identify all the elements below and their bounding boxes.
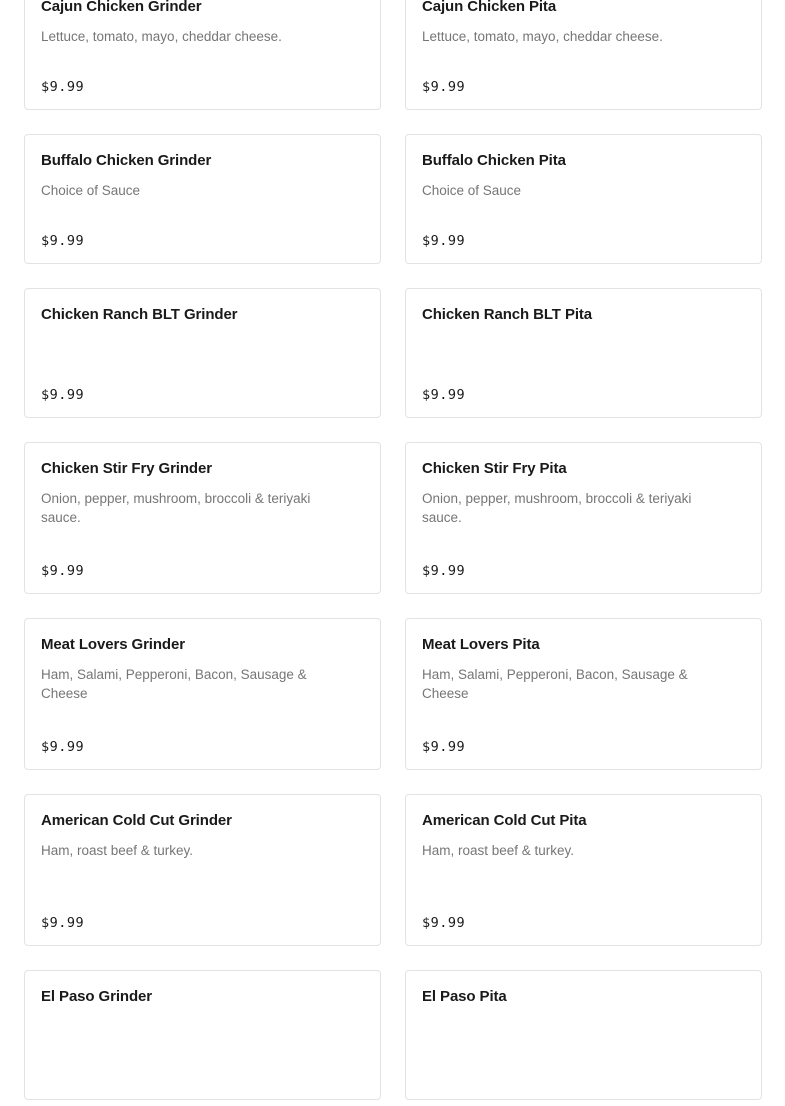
menu-item-card[interactable] <box>405 134 762 264</box>
card-spacer <box>422 200 745 233</box>
menu-item-price: $9.99 <box>41 739 85 755</box>
menu-item-name: Buffalo Chicken Grinder <box>41 152 212 169</box>
menu-item-card[interactable] <box>405 618 762 770</box>
menu-item-name: El Paso Pita <box>422 988 507 1005</box>
menu-item-price: $9.99 <box>422 739 466 755</box>
menu-item-price: $9.99 <box>41 915 85 931</box>
menu-item-description: Lettuce, tomato, mayo, cheddar cheese. <box>41 28 282 44</box>
menu-item-price: $9.99 <box>422 563 466 579</box>
menu-item-name: Cajun Chicken Pita <box>422 0 557 15</box>
menu-item-price: $9.99 <box>41 233 85 249</box>
menu-item-card[interactable] <box>24 618 381 770</box>
menu-item-card[interactable] <box>24 288 381 418</box>
menu-item-name: El Paso Grinder <box>41 988 153 1005</box>
menu-item-name: Meat Lovers Pita <box>422 636 540 653</box>
menu-item-price: $9.99 <box>41 79 85 95</box>
menu-item-price: $9.99 <box>422 915 466 931</box>
card-spacer <box>41 335 364 388</box>
menu-item-name: Chicken Stir Fry Grinder <box>41 460 212 477</box>
menu-item-card[interactable] <box>24 0 381 110</box>
card-spacer <box>41 528 364 563</box>
menu-item-name: Chicken Stir Fry Pita <box>422 460 567 477</box>
card-spacer <box>422 1017 745 1086</box>
menu-item-card[interactable] <box>24 970 381 1100</box>
menu-item-name: Buffalo Chicken Pita <box>422 152 566 169</box>
menu-item-name: Chicken Ranch BLT Grinder <box>41 306 238 323</box>
menu-item-name: Meat Lovers Grinder <box>41 636 185 653</box>
menu-item-name: Cajun Chicken Grinder <box>41 0 202 15</box>
menu-item-card[interactable] <box>24 442 381 594</box>
card-spacer <box>41 860 364 915</box>
menu-item-card[interactable] <box>405 0 762 110</box>
menu-item-price: $9.99 <box>422 387 466 403</box>
card-spacer <box>422 46 745 79</box>
menu-item-description: Choice of Sauce <box>422 182 522 198</box>
menu-item-card[interactable] <box>405 794 762 946</box>
card-spacer <box>41 46 364 79</box>
menu-item-description: Ham, Salami, Pepperoni, Bacon, Sausage & Cheese <box>422 666 688 702</box>
menu-item-description: Ham, Salami, Pepperoni, Bacon, Sausage & Cheese <box>41 666 307 702</box>
menu-item-card[interactable] <box>24 794 381 946</box>
card-spacer <box>41 1017 364 1086</box>
menu-item-description: Onion, pepper, mushroom, broccoli & teriyaki sauce. <box>422 490 692 526</box>
menu-item-name: American Cold Cut Pita <box>422 812 587 829</box>
menu-item-price: $9.99 <box>41 387 85 403</box>
card-spacer <box>41 704 364 739</box>
card-spacer <box>41 200 364 233</box>
menu-item-card[interactable] <box>405 442 762 594</box>
menu-item-name: Chicken Ranch BLT Pita <box>422 306 593 323</box>
menu-item-card[interactable] <box>405 288 762 418</box>
card-spacer <box>422 860 745 915</box>
menu-item-name: American Cold Cut Grinder <box>41 812 232 829</box>
menu-item-description: Onion, pepper, mushroom, broccoli & teriyaki sauce. <box>41 490 311 526</box>
menu-item-price: $9.99 <box>41 563 85 579</box>
menu-item-grid <box>24 0 762 1100</box>
card-spacer <box>422 528 745 563</box>
menu-item-description: Ham, roast beef & turkey. <box>41 842 194 858</box>
menu-item-card[interactable] <box>405 970 762 1100</box>
card-spacer <box>422 704 745 739</box>
menu-item-price: $9.99 <box>422 233 466 249</box>
menu-item-description: Ham, roast beef & turkey. <box>422 842 575 858</box>
menu-item-card[interactable] <box>24 134 381 264</box>
menu-item-price: $9.99 <box>422 79 466 95</box>
card-spacer <box>422 335 745 388</box>
menu-item-description: Lettuce, tomato, mayo, cheddar cheese. <box>422 28 663 44</box>
menu-item-description: Choice of Sauce <box>41 182 141 198</box>
